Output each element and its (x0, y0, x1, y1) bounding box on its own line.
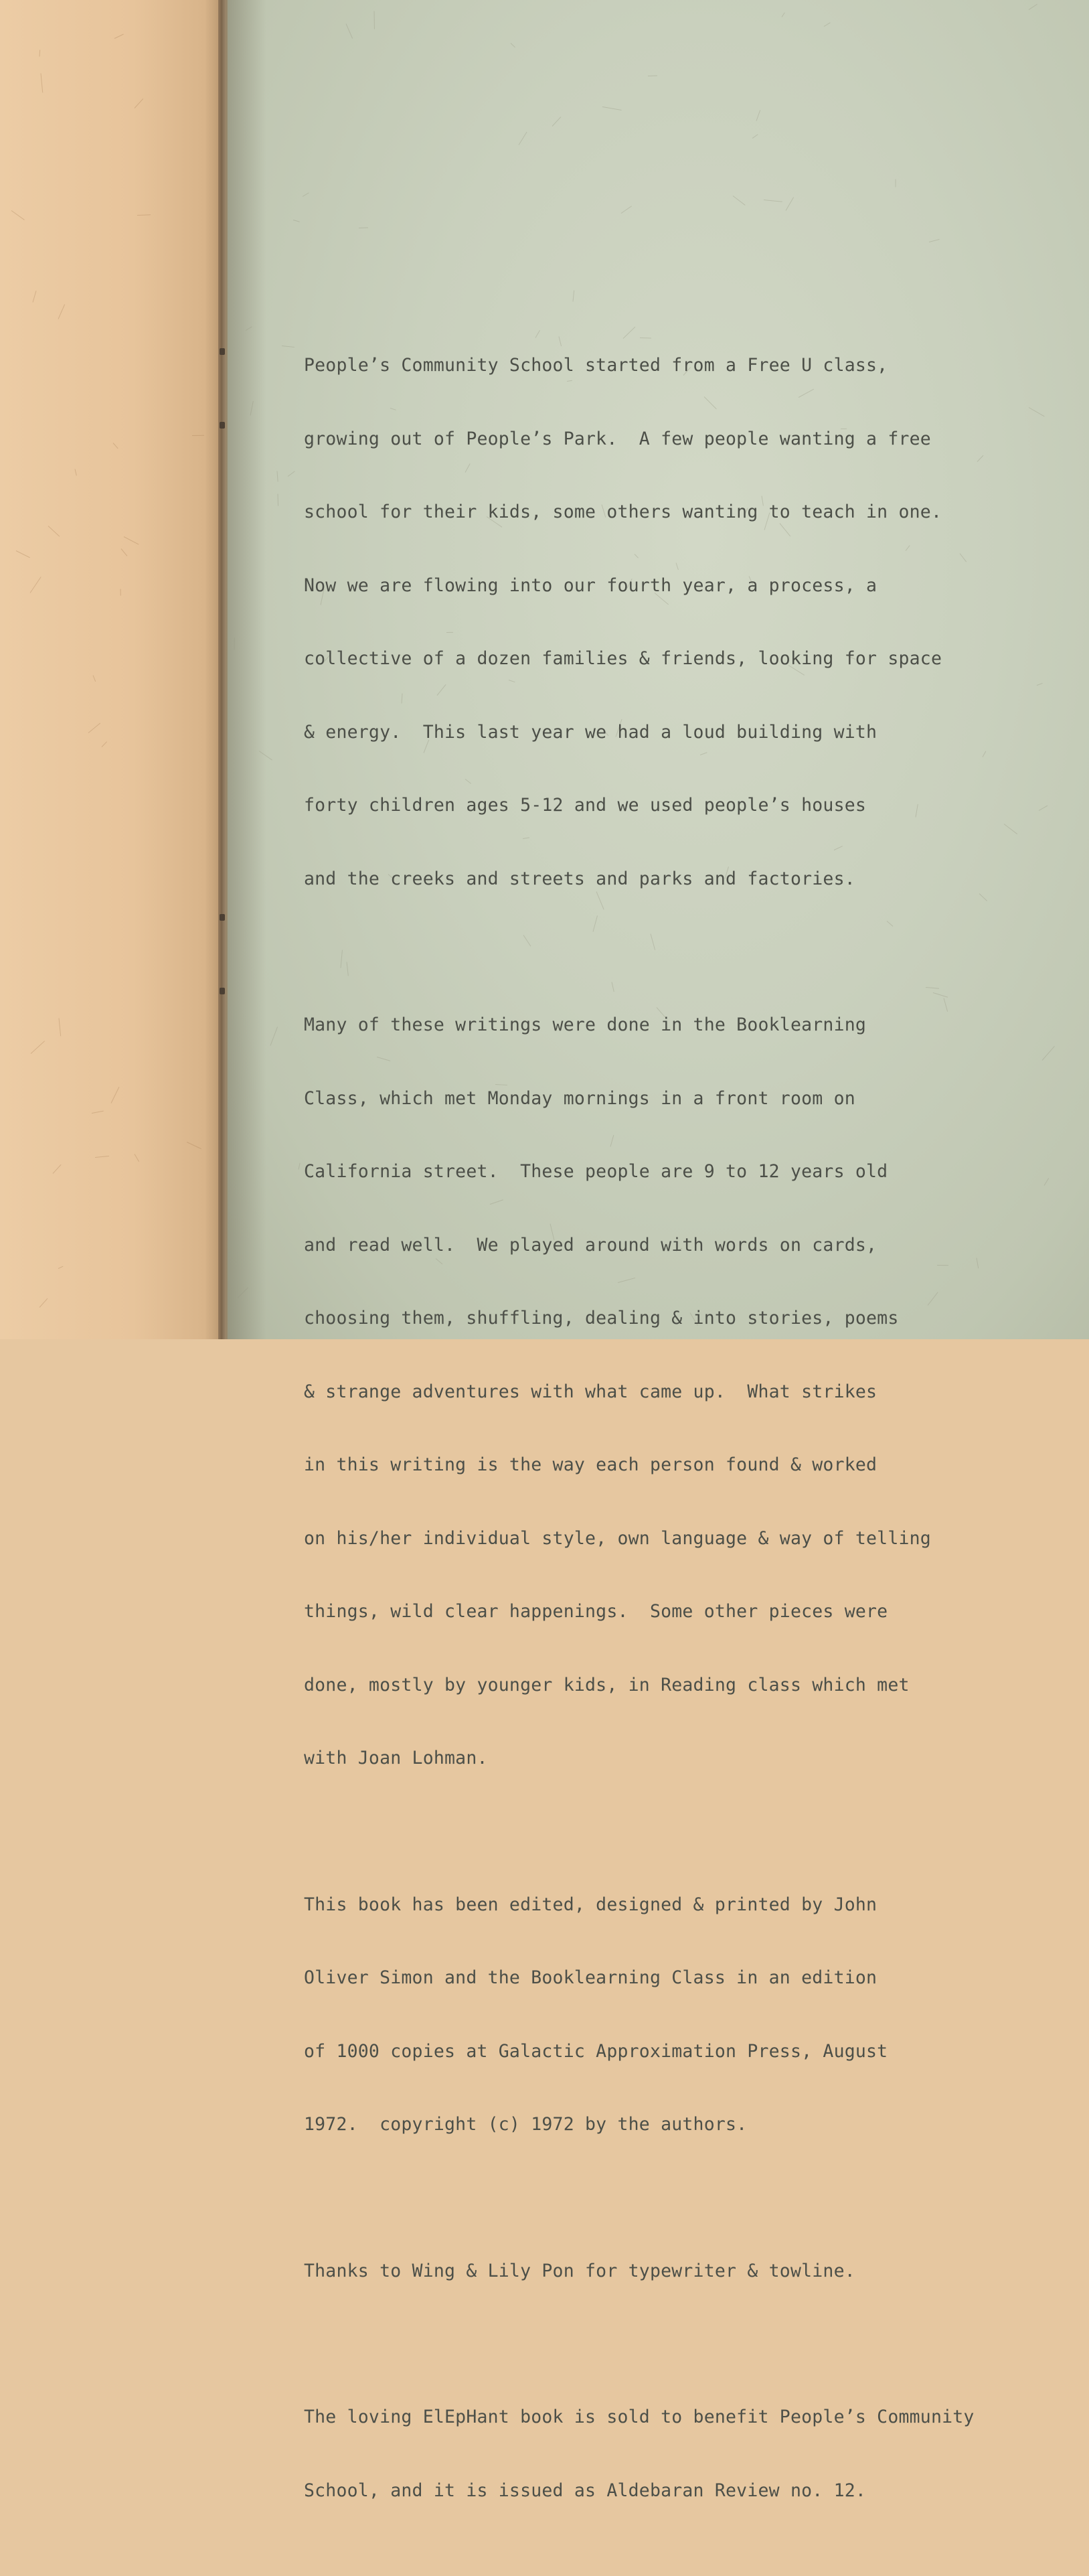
left-page (0, 0, 222, 1339)
paragraph-colophon (304, 1844, 1047, 2186)
text-line: and read well. We played around with words on cards, (304, 1234, 877, 1256)
text-line: collective of a dozen families & friends, looking for space (304, 648, 942, 669)
text-line: done, mostly by younger kids, in Reading class which met (304, 1674, 910, 1695)
text-line: This book has been edited, designed & printed by John (304, 1894, 877, 1915)
text-line: Class, which met Monday mornings in a front room on (304, 1087, 855, 1109)
text-line: & strange adventures with what came up. What strikes (304, 1381, 877, 1402)
text-line: 1972. copyright (c) 1972 by the authors. (304, 2114, 748, 2135)
text-line: on his/her individual style, own language & way of telling (304, 1527, 931, 1549)
text-line: Now we are flowing into our fourth year, a process, a (304, 575, 877, 596)
text-line: California street. These people are 9 to 12 years old (304, 1161, 888, 1182)
text-line: with Joan Lohman. (304, 1748, 488, 1768)
text-line: growing out of People’s Park. A few people wanting a free (304, 428, 931, 449)
paper-fiber (359, 227, 368, 228)
paragraph-school-history (304, 305, 1047, 940)
text-line: Thanks to Wing & Lily Pon for typewriter & towline. (304, 2260, 855, 2281)
staple-top (220, 348, 225, 355)
text-line: things, wild clear happenings. Some other pieces were (304, 1601, 888, 1622)
text-line: The loving ElEpHant book is sold to benefit People’s Community (304, 2407, 975, 2427)
paper-fiber (277, 494, 278, 506)
paragraph-booklearning-class (304, 964, 1047, 1820)
text-line: Oliver Simon and the Booklearning Class in an edition (304, 1967, 877, 1988)
page-shadow (226, 0, 266, 1339)
book-gutter (218, 0, 228, 1339)
paragraph-benefit (304, 2356, 1047, 2552)
text-line: & energy. This last year we had a loud building with (304, 721, 877, 743)
text-line: in this writing is the way each person found & worked (304, 1454, 877, 1475)
text-line: school for their kids, some others wanting to teach in one. (304, 502, 942, 522)
paragraph-thanks (304, 2210, 1047, 2333)
paper-fiber (647, 75, 657, 76)
text-line: School, and it is issued as Aldebaran Review no. 12. (304, 2480, 867, 2501)
text-line: choosing them, shuffling, dealing & into stories, poems (304, 1308, 899, 1329)
staple-lower (220, 914, 225, 921)
text-line: and the creeks and streets and parks and factories. (304, 868, 855, 889)
page-text (304, 305, 1047, 2576)
staple-upper (220, 422, 225, 429)
text-line: People’s Community School started from a Free U class, (304, 355, 888, 376)
text-line: Many of these writings were done in the Booklearning (304, 1014, 867, 1035)
text-line: of 1000 copies at Galactic Approximation Press, August (304, 2040, 888, 2062)
text-line: forty children ages 5-12 and we used people’s houses (304, 795, 867, 816)
staple-bottom (220, 988, 225, 994)
